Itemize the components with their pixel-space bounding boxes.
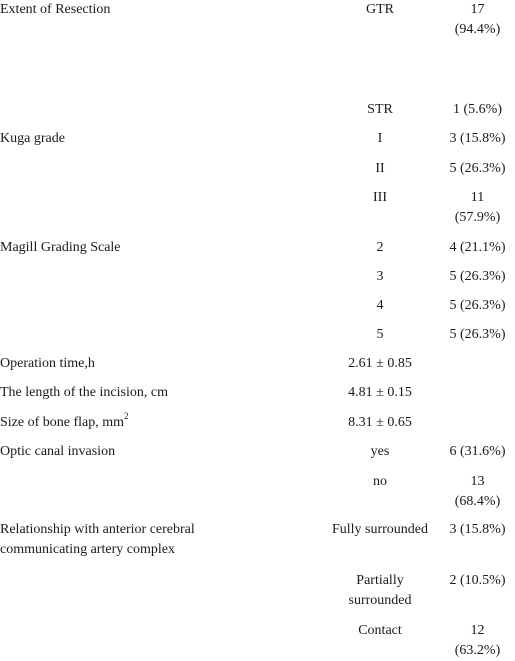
row-label: Magill Grading Scale <box>0 240 121 255</box>
row-category: Partially surrounded <box>348 573 412 608</box>
superscript: 2 <box>124 411 129 422</box>
row-category: II <box>375 161 385 176</box>
row-value: 13 (68.4%) <box>454 474 501 509</box>
row-label: Extent of Resection <box>0 2 111 17</box>
row-value: 6 (31.6%) <box>449 444 506 459</box>
table-row <box>0 0 515 52</box>
row-category: 8.31 ± 0.65 <box>348 415 412 430</box>
row-category: 2 <box>376 240 384 255</box>
row-value: 2 (10.5%) <box>449 573 506 588</box>
row-category: Fully surrounded <box>331 522 429 537</box>
row-value: 3 (15.8%) <box>449 131 506 146</box>
row-label-text: Size of bone flap, mm <box>0 415 125 430</box>
row-value: 5 (26.3%) <box>449 327 506 342</box>
row-value: 5 (26.3%) <box>449 161 506 176</box>
row-category: yes <box>370 444 390 459</box>
row-value: 5 (26.3%) <box>449 298 506 313</box>
row-label: Operation time,h <box>0 356 95 371</box>
row-label: Relationship with anterior cerebral communicating artery complex <box>0 522 195 557</box>
row-category: no <box>373 474 387 489</box>
row-value: 1 (5.6%) <box>453 102 502 117</box>
row-label: The length of the incision, cm <box>0 385 168 400</box>
row-category: I <box>377 131 383 146</box>
row-value: 4 (21.1%) <box>449 240 506 255</box>
row-value: 3 (15.8%) <box>449 522 506 537</box>
row-value: 17 (94.4%) <box>454 2 501 37</box>
row-label <box>0 413 290 433</box>
row-value: 11 (57.9%) <box>454 190 501 225</box>
row-category: 5 <box>376 327 384 342</box>
row-category: GTR <box>366 2 394 17</box>
row-value: 12 (63.2%) <box>454 623 501 658</box>
row-label: Kuga grade <box>0 131 65 146</box>
row-category: 2.61 ± 0.85 <box>348 356 412 371</box>
row-category: 4.81 ± 0.15 <box>348 385 412 400</box>
row-value: 5 (26.3%) <box>449 269 506 284</box>
row-category: STR <box>367 102 393 117</box>
row-category: 3 <box>376 269 384 284</box>
row-category: III <box>373 190 387 205</box>
row-category: 4 <box>376 298 384 313</box>
row-label: Optic canal invasion <box>0 444 116 459</box>
row-category: Contact <box>358 623 402 638</box>
